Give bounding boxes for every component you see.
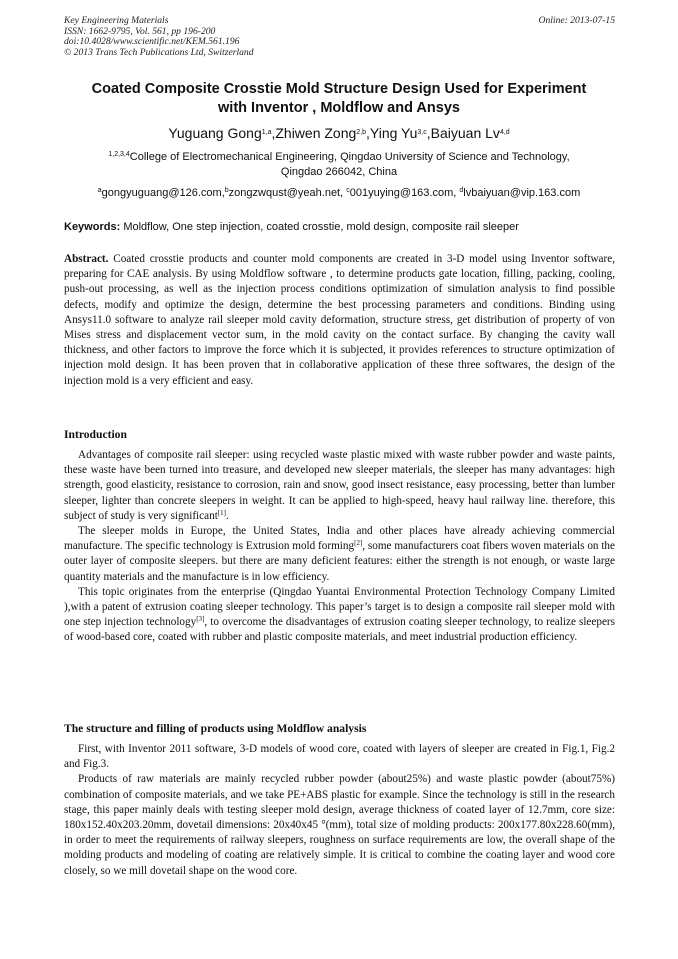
online-date: Online: 2013-07-15: [538, 15, 615, 26]
abstract: [64, 252, 615, 389]
introduction-body: [64, 448, 615, 646]
citation[interactable]: [1]: [217, 508, 226, 517]
title-line-1: Coated Composite Crosstie Mold Structure Design Used for Experiment: [91, 81, 587, 97]
author: Baiyuan Lv$^{4,d}$: [430, 125, 510, 141]
author-emails: [40, 186, 638, 201]
author: Ying Yu$^{3,c}$,: [369, 125, 431, 141]
citation[interactable]: [3]: [196, 615, 205, 624]
issn: ISSN: 1662-9795, Vol. 561, pp 196-200: [64, 25, 216, 37]
keywords: [64, 220, 615, 235]
paragraph: This topic originates from the enterprise (Qingdao Yuantai Environmental Protection Technology Company Limited ),with a patent of extrusion coating sleeper technology. This paper’s target is to design a composite rail sleeper mold with one step injection technology[3], to overcome the disadvantages of extrusion coating sleeper technology, to realize sleepers of wood-based core, coated with rubber and plastic composite materials, and meet industrial production efficiency.: [64, 585, 615, 644]
email[interactable]: $^d$lvbaiyuan@vip.163.com: [459, 187, 581, 199]
paragraph: The sleeper molds in Europe, the United States, India and other places have already achieving commercial manufacture. The specific technology is Extrusion mold forming[2], some manufacturers coat fibers woven materials on the outer layer of composite sleepers. but there are many deficient features: either the strength is not enough, or waste large quantity materials and the manufacture is in low efficiency.: [64, 525, 615, 583]
affiliation: $^{1,2,3,4}$College of Electromechanical Engineering, Qingdao University of Science and Technology, Qingdao 266042, China: [108, 151, 570, 178]
journal-info: [64, 16, 615, 58]
author: Zhiwen Zong$^{2,b}$,: [275, 125, 370, 141]
section-heading-structure: The structure and filling of products using Moldflow analysis: [64, 722, 367, 735]
paragraph: Products of raw materials are mainly recycled rubber powder (about25%) and waste plastic powder (about75%) combination of composite materials, and we take PE+ABS plastic for example. Since the technology is still in the research stage, this paper mainly deals with testing sleeper mold design, average thickness of coated layer of 12.7mm, core size: 180x152.40x203.20mm, dovetail dimensions: 20x40x45 °(mm), total size of molding products: 200x177.80x228.60(mm), in order to meet the requirements of railway sleepers, roughness on surface requirements are low, the overall shape of the molding products and modeling of coating are relatively simple. It is critical to combine the coating layer and wood core closely, so we mill dovetail shape on the wood core.: [64, 773, 615, 877]
abstract-label: Abstract.: [64, 253, 109, 265]
paper-title: [50, 80, 628, 118]
structure-section-body: [64, 742, 615, 879]
keywords-label: Keywords:: [64, 221, 121, 233]
title-line-2: with Inventor , Moldflow and Ansys: [218, 100, 460, 116]
email[interactable]: $^b$zongzwqust@yeah.net,: [224, 187, 347, 199]
doi: doi:10.4028/www.scientific.net/KEM.561.196: [64, 36, 240, 48]
paragraph: First, with Inventor 2011 software, 3-D models of wood core, coated with layers of sleeper are created in Fig.1, Fig.2 and Fig.3.: [64, 743, 615, 771]
email[interactable]: $^c$001yuying@163.com,: [346, 187, 460, 199]
author: Yuguang Gong$^{1,a}$,: [168, 125, 276, 141]
email[interactable]: $^a$gongyuguang@126.com,: [97, 187, 225, 199]
section-heading-introduction: Introduction: [64, 428, 127, 441]
paragraph: Advantages of composite rail sleeper: using recycled waste plastic mixed with waste rubber powder and waste paints, these waste have been turned into treasure, and developed new sleeper materials, the sleeper has many advantages: high strength, good elasticity, resistance to corrosion, rain and snow, good insect resistance, easy processing, better than lumber sleeper, lighter than concrete sleepers in weight. It can be applied to high-speed, heavy haul railway line. therefore, this subject of study is very significant[1].: [64, 449, 615, 522]
keywords-list: Moldflow, One step injection, coated crosstie, mold design, composite rail sleeper: [123, 221, 519, 233]
abstract-text: Coated crosstie products and counter mold components are created in 3-D model using Inventor software, preparing for CAE analysis. By using Moldflow software , to determine products gate location, filling, packing, cooling, push-out processing, as well as the injection process conditions optimization of simulation analysis to find possible defects, modify and optimize the design, determine the best processing parameters and conditions. Binding using Ansys11.0 software to analyze rail sleeper mold cavity deformation, structure stress, get distribution of property of von Mises stress and displacement vector sum, in the mold cavity on the contact surface. By changing the cavity wall thickness, and other factors to improve the force which it is subjected, it provides references to structure optimization of injection mold design. It has been proven that in collaborative application of these three softwares, the design of the injection mold is a very efficient and easy.: [64, 253, 615, 387]
copyright: © 2013 Trans Tech Publications Ltd, Switzerland: [64, 46, 254, 58]
journal-header: [64, 16, 615, 58]
journal-name: Key Engineering Materials: [64, 15, 169, 26]
citation[interactable]: [2]: [354, 539, 363, 548]
authors: [40, 124, 638, 142]
